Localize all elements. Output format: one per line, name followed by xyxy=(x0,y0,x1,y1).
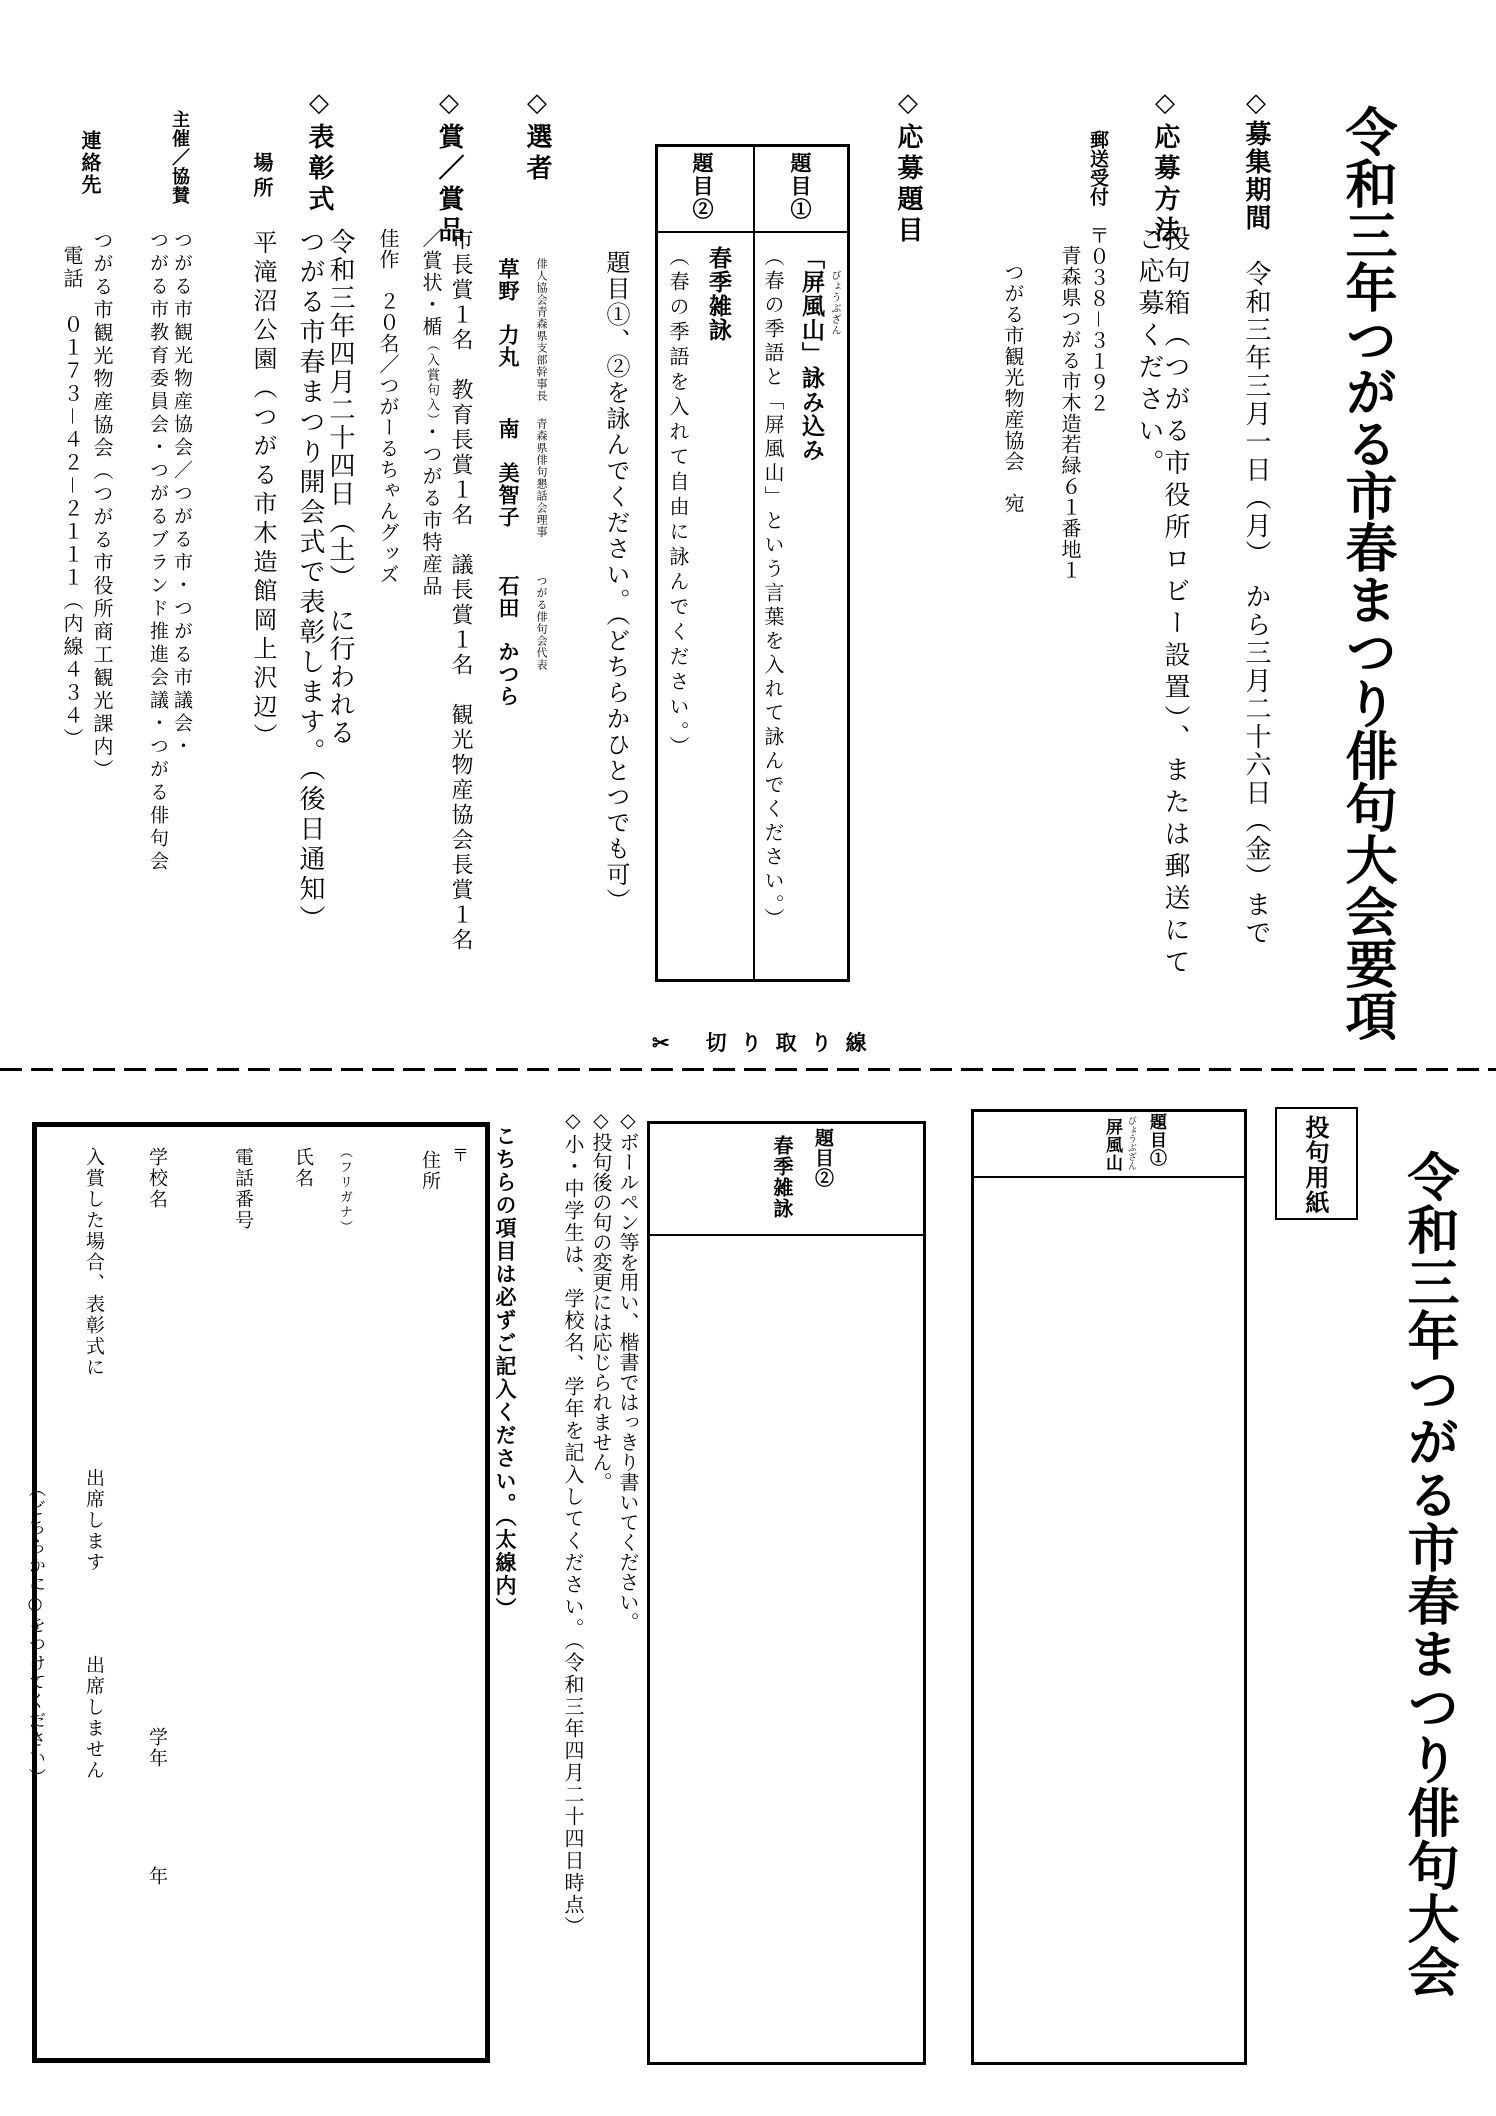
method-label: ◇応募方法 xyxy=(1150,88,1180,247)
contact-line1: つがる市観光物産協会（つがる市役所商工観光課内） xyxy=(90,230,114,782)
recruit-period-value: 令和三年三月一日（月） から三月二十六日（金）まで xyxy=(1241,232,1271,947)
prizes-line2-small: （入賞句入） xyxy=(424,338,439,422)
field-phone-label: 電話番号 xyxy=(232,1147,254,1231)
topic1-ruby: びょうぶざん xyxy=(829,270,840,336)
field-school-label: 学校名 xyxy=(146,1147,168,1210)
topic2-entry-box xyxy=(647,1121,926,2065)
field-furigana-label: （フリガナ） xyxy=(337,1145,352,1235)
note-students: ◇小・中学生は、学校名、学年を記入してください。（令和三年四月二十四日時点） xyxy=(561,1108,585,1938)
guidelines-title: 令和三年つがる市春まつり俳句大会要項 xyxy=(1336,105,1397,1041)
topic1-entry-topic: 屏風山 xyxy=(1102,1118,1122,1172)
topic2-entry-header: 題目② xyxy=(812,1128,834,1188)
field-attend-intro: 入賞した場合、表彰式に xyxy=(83,1147,105,1378)
topics-label: ◇応募題目 xyxy=(893,88,923,247)
field-year-label: 年 xyxy=(146,1866,168,1887)
entry-sheet-label: 投句用紙 xyxy=(1301,1115,1330,1215)
field-attend-note: （どちらかに○をつけてください） xyxy=(25,1480,45,1787)
note-no-changes: ◇投句後の句の変更には応じられません。 xyxy=(589,1108,613,1492)
topic1-entry-ruby: びょうぶざん xyxy=(1126,1116,1136,1170)
topics-table-column-divider xyxy=(753,147,755,979)
topic1-entry-header-divider xyxy=(974,1176,1244,1178)
field-address-label: 住所 xyxy=(419,1150,441,1192)
mail-addressee: つがる市観光物産協会 宛 xyxy=(1001,262,1025,514)
judges-label: ◇選者 xyxy=(522,88,552,185)
organizer-line1: つがる市観光物産協会／つがる市・つがる市議会・ xyxy=(171,230,193,759)
judge-1-title: 俳人協会青森県支部幹事長 xyxy=(535,258,548,402)
topics-note: 題目①、②を詠んでください。（どちらかひとつでも可） xyxy=(602,250,630,914)
topics-table-header-topic2: 題目② xyxy=(690,152,715,221)
topic2-note: （春の季語を入れて自由に詠んでください。） xyxy=(666,246,690,761)
field-postal-mark: 〒 xyxy=(448,1146,468,1163)
cutline-dashed-rule xyxy=(0,1068,1496,1071)
judge-1-name: 草野 力丸 xyxy=(496,258,521,368)
mail-postal-code: 〒０３８－３１９２ xyxy=(1086,225,1110,414)
topic1-entry-box xyxy=(971,1109,1247,2065)
ceremony-line1: 令和三年四月二十四日（土） に行われる xyxy=(325,228,355,747)
field-attend-yes: 出席します xyxy=(83,1468,105,1573)
field-attend-no: 出席しません xyxy=(83,1655,105,1781)
form-instruction: こちらの項目は必ずご記入ください。（太線内） xyxy=(493,1125,518,1621)
mail-label: 郵送受付 xyxy=(1087,130,1109,206)
contact-line2: 電話 ０１７３－４２－２１１１（内線４３４） xyxy=(60,245,84,751)
topic1-entry-header: 題目① xyxy=(1146,1113,1166,1167)
entry-form-title: 令和三年つがる市春まつり俳句大会 xyxy=(1398,1150,1459,1998)
prizes-line2-rest: ・つがる市特産品 xyxy=(419,421,443,598)
method-line2: ご応募ください。 xyxy=(1134,225,1164,481)
mail-address: 青森県つがる市木造若緑６１番地１ xyxy=(1058,245,1082,581)
ceremony-line2: つがる市春まつり開会式で表彰します。（後日通知） xyxy=(295,228,325,935)
field-name-label: 氏名 xyxy=(292,1147,314,1189)
note-pen: ◇ボールペン等を用い、楷書ではっきり書いてください。 xyxy=(616,1108,640,1632)
method-line1: 投句箱（つがる市役所ロビー設置）、または郵送にて xyxy=(1160,225,1190,980)
recruit-period-line xyxy=(1243,88,1269,947)
topic2-title: 春季雑詠 xyxy=(705,246,732,342)
topic1-title: 「屏風山」詠み込み xyxy=(798,246,825,462)
prizes-line2-main: ／賞状・楯 xyxy=(419,228,443,338)
topic2-entry-topic: 春季雑詠 xyxy=(770,1135,794,1219)
topics-table-header-topic1: 題目① xyxy=(788,152,813,221)
judge-2-name: 南 美智子 xyxy=(496,418,521,528)
organizer-label: 主催／協賛 xyxy=(169,110,190,205)
organizer-line2: つがる市教育委員会・つがるブランド推進会議・つがる俳句会 xyxy=(147,230,169,874)
prizes-line2 xyxy=(421,228,441,598)
topic2-entry-header-divider xyxy=(650,1234,923,1236)
cutline-caption xyxy=(652,1032,881,1053)
prizes-line1: 市長賞１名 教育長賞１名 議長賞１名 観光物産協会長賞１名 xyxy=(448,228,473,953)
ceremony-place: 平滝沼公園（つがる市木造館岡上沢辺） xyxy=(249,230,277,752)
prizes-label: ◇賞／賞品 xyxy=(434,88,464,247)
contact-label: 連絡先 xyxy=(78,130,102,196)
topic1-note: （春の季語と「屏風山」という言葉を入れて詠んでください。） xyxy=(761,246,785,932)
prizes-line3: 佳作 ２０名／つがーるちゃんグッズ xyxy=(376,228,400,585)
recruit-period-label: ◇募集期間 xyxy=(1241,88,1271,232)
judge-3-title: つがる俳句会代表 xyxy=(535,575,548,671)
ceremony-label: ◇表彰式 xyxy=(304,88,334,216)
judge-3-name: 石田 かつら xyxy=(496,575,521,707)
field-grade-label: 学年 xyxy=(146,1727,168,1769)
judge-2-title: 青森県俳句懇話会理事 xyxy=(535,418,548,538)
scissors-icon: ✂ xyxy=(652,1030,684,1055)
cutline-text: 切り取り線 xyxy=(705,1030,881,1055)
ceremony-place-label: 場所 xyxy=(250,152,274,202)
